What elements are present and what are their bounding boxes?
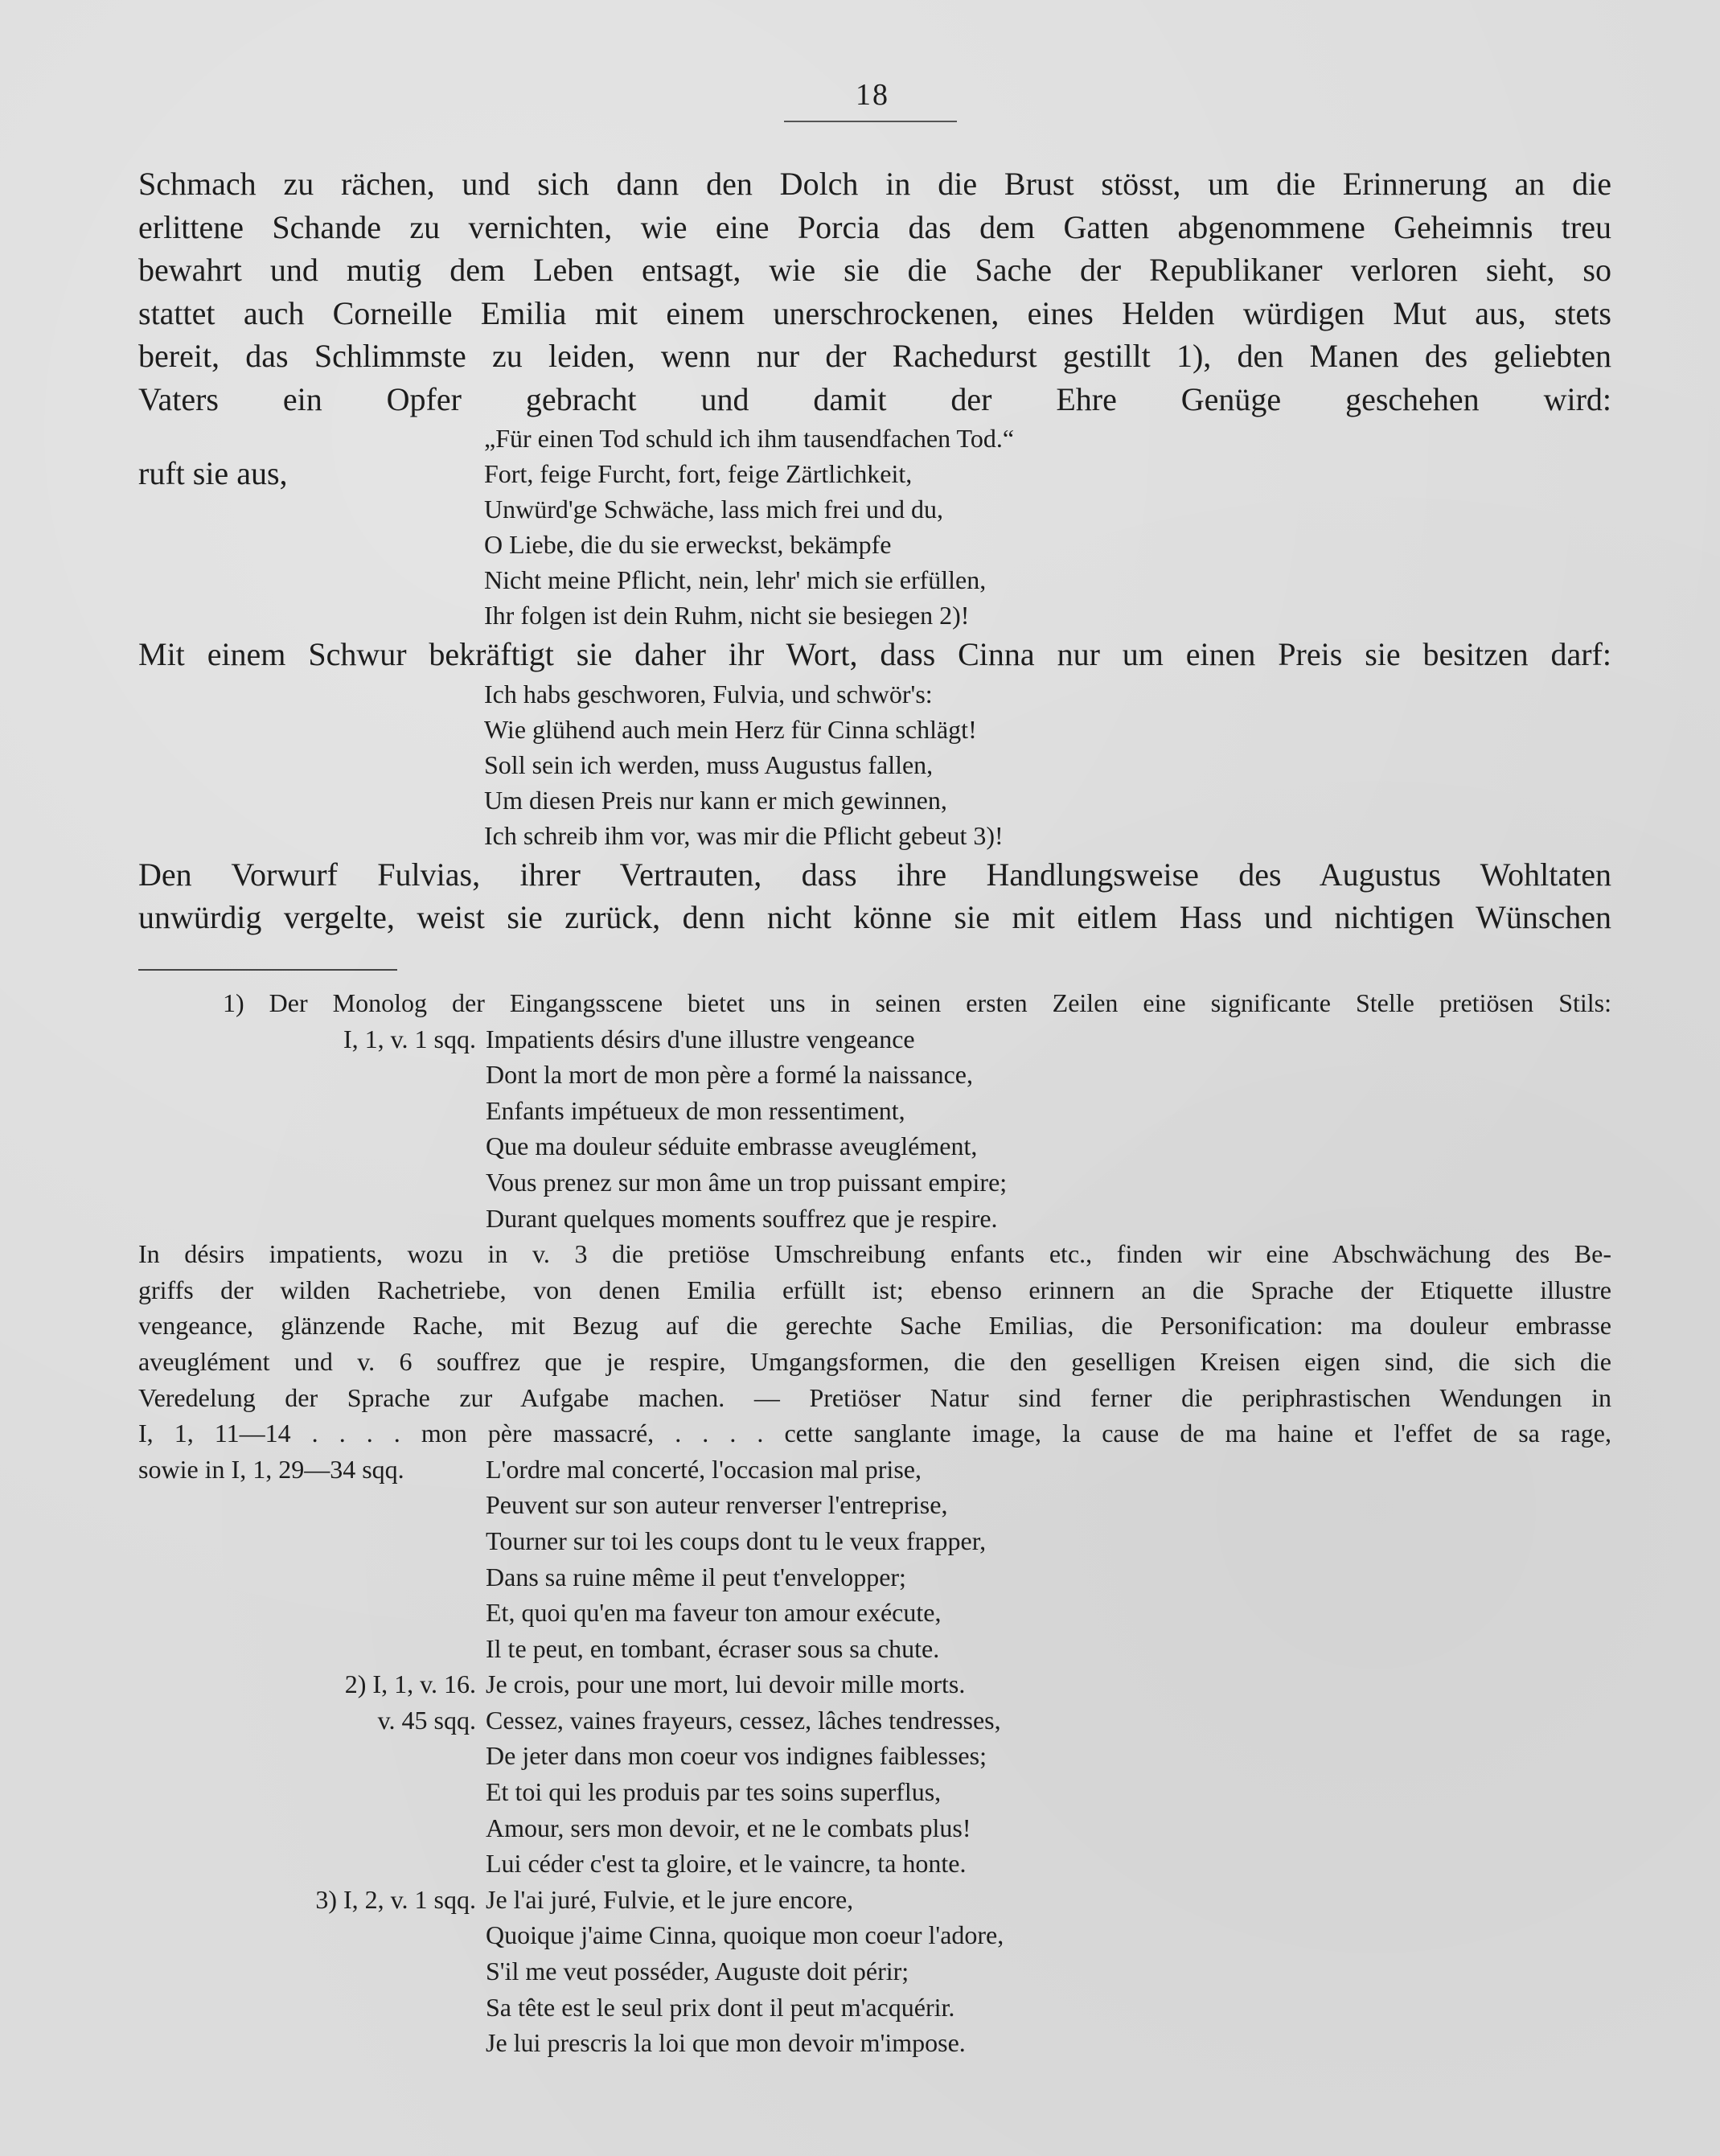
footnote-reference: sowie in I, 1, 29—34 sqq. (138, 1454, 404, 1484)
verse-line: Dont la mort de mon père a formé la naissance, (486, 1060, 973, 1090)
footnote-reference: I, 1, v. 1 sqq. (343, 1024, 476, 1053)
verse-line: Je crois, pour une mort, lui devoir mille morts. (486, 1669, 966, 1699)
footnote-reference: v. 45 sqq. (377, 1705, 476, 1735)
verse-line: Vous prenez sur mon âme un trop puissant empire; (486, 1167, 1008, 1197)
verse-line: Peuvent sur son auteur renverser l'entreprise, (486, 1490, 948, 1520)
verse-line: Amour, sers mon devoir, et ne le combats plus! (486, 1813, 971, 1842)
footnote-1-intro: 1) Der Monolog der Eingangsscene bietet uns in seinen ersten Zeilen eine significante Stelle pretiösen Stils: (223, 988, 1611, 1017)
verse-line: Je l'ai juré, Fulvie, et le jure encore, (486, 1884, 854, 1914)
footnote-prose-line: Veredelung der Sprache zur Aufgabe machen. — Pretiöser Natur sind ferner die periphrastischen Wendungen in (138, 1382, 1611, 1412)
verse-line: O Liebe, die du sie erweckst, bekämpfe (484, 530, 892, 559)
footnote-reference: 3) I, 2, v. 1 sqq. (315, 1884, 476, 1914)
verse-line: Lui céder c'est ta gloire, et le vaincre, ta honte. (486, 1849, 967, 1879)
verse-line: L'ordre mal concerté, l'occasion mal prise, (486, 1454, 922, 1484)
verse-line: Fort, feige Furcht, fort, feige Zärtlichkeit, (484, 459, 913, 488)
verse-line: Tourner sur toi les coups dont tu le veux frapper, (486, 1526, 987, 1555)
verse-line: Quoique j'aime Cinna, quoique mon coeur l'adore, (486, 1920, 1004, 1950)
body-line: bereit, das Schlimmste zu leiden, wenn nur der Rachedurst gestillt 1), den Manen des geliebten (138, 338, 1611, 374)
footnote-verse-row (138, 1666, 1611, 1702)
footnote-reference: 2) I, 1, v. 16. (344, 1669, 476, 1699)
body-line: Den Vorwurf Fulvias, ihrer Vertrauten, dass ihre Handlungsweise des Augustus Wohltaten (138, 856, 1611, 893)
footnote-prose-line: I, 1, 11—14 . . . . mon père massacré, . . . . cette sanglante image, la cause de ma haine et l'effet de sa rage, (138, 1419, 1611, 1448)
verse-line: Que ma douleur séduite embrasse aveuglément, (486, 1131, 978, 1161)
body-line: stattet auch Corneille Emilia mit einem unerschrockenen, eines Helden würdigen Mut aus, stets (138, 294, 1611, 331)
footnote-verse-row (138, 1021, 1611, 1057)
verse-line: Ich schreib ihm vor, was mir die Pflicht gebeut 3)! (484, 820, 1004, 850)
footnote-verse-row (138, 1882, 1611, 1918)
footnote-prose-line: aveuglément und v. 6 souffrez que je respire, Umgangsformen, die den geselligen Kreisen eigen sind, die sich die (138, 1346, 1611, 1376)
verse-line: Soll sein ich werden, muss Augustus fallen, (484, 749, 934, 779)
footnote-prose-line: vengeance, glänzende Rache, mit Bezug auf die gerechte Sache Emilias, die Personification: ma douleur embrasse (138, 1311, 1611, 1341)
verse-line: S'il me veut posséder, Auguste doit périr; (486, 1957, 909, 1986)
page-number: 18 (856, 78, 889, 112)
body-line: bewahrt und mutig dem Leben entsagt, wie sie die Sache der Republikaner verloren sieht, so (138, 252, 1611, 288)
verse-line: Enfants impétueux de mon ressentiment, (486, 1095, 905, 1125)
verse-line: Ihr folgen ist dein Ruhm, nicht sie besiegen 2)! (484, 601, 970, 630)
verse-line: Sa tête est le seul prix dont il peut m'acquérir. (486, 1992, 955, 2022)
verse-line: Impatients désirs d'une illustre vengeance (486, 1024, 915, 1053)
footnotes (138, 985, 1611, 2061)
footnote-verse-row (138, 1702, 1611, 1739)
verse-line: „Für einen Tod schuld ich ihm tausendfachen Tod.“ (484, 424, 1015, 453)
body-line: erlittene Schande zu vernichten, wie eine Porcia das dem Gatten abgenommene Geheimnis treu (138, 208, 1611, 245)
footnote-prose-line: griffs der wilden Rachetriebe, von denen Emilia erfüllt ist; ebenso erinnern an die Sprache der Etiquette illustre (138, 1275, 1611, 1304)
verse-line: Cessez, vaines frayeurs, cessez, lâches tendresses, (486, 1705, 1001, 1735)
page-number-rule (784, 121, 957, 122)
verse-line: Et toi qui les produis par tes soins superflus, (486, 1777, 942, 1807)
body-line: unwürdig vergelte, weist sie zurück, denn nicht könne sie mit eitlem Hass und nichtigen Wünschen (138, 899, 1611, 935)
footnote-separator (138, 969, 397, 971)
verse-line: Nicht meine Pflicht, nein, lehr' mich sie erfüllen, (484, 565, 987, 594)
body-line: Mit einem Schwur bekräftigt sie daher ihr Wort, dass Cinna nur um einen Preis sie besitzen darf: (138, 636, 1611, 672)
verse-quote-2 (138, 676, 1611, 853)
verse-line: Il te peut, en tombant, écraser sous sa chute. (486, 1633, 940, 1663)
verse-quote-1 (138, 421, 1611, 633)
verse-lead-in: ruft sie aus, (138, 455, 288, 491)
body-line: Schmach zu rächen, und sich dann den Dolch in die Brust stösst, um die Erinnerung an die (138, 166, 1611, 202)
verse-line: Wie glühend auch mein Herz für Cinna schlägt! (484, 714, 977, 744)
footnote-prose-line: In désirs impatients, wozu in v. 3 die pretiöse Umschreibung enfants etc., finden wir eine Abschwächung des Be- (138, 1239, 1611, 1269)
verse-line: Dans sa ruine même il peut t'envelopper; (486, 1562, 906, 1591)
verse-line: Durant quelques moments souffrez que je respire. (486, 1203, 998, 1233)
verse-line: Um diesen Preis nur kann er mich gewinnen, (484, 785, 947, 815)
verse-line: Unwürd'ge Schwäche, lass mich frei und du, (484, 495, 943, 524)
verse-line: De jeter dans mon coeur vos indignes faiblesses; (486, 1741, 987, 1771)
body-line: Vaters ein Opfer gebracht und damit der Ehre Genüge geschehen wird: (138, 380, 1611, 417)
verse-line: Je lui prescris la loi que mon devoir m'impose. (486, 2028, 966, 2058)
main-text (138, 162, 1611, 939)
verse-line: Ich habs geschworen, Fulvia, und schwör's: (484, 679, 933, 708)
footnote-verse-row (138, 1452, 1611, 1488)
verse-line: Et, quoi qu'en ma faveur ton amour exécute, (486, 1598, 942, 1628)
